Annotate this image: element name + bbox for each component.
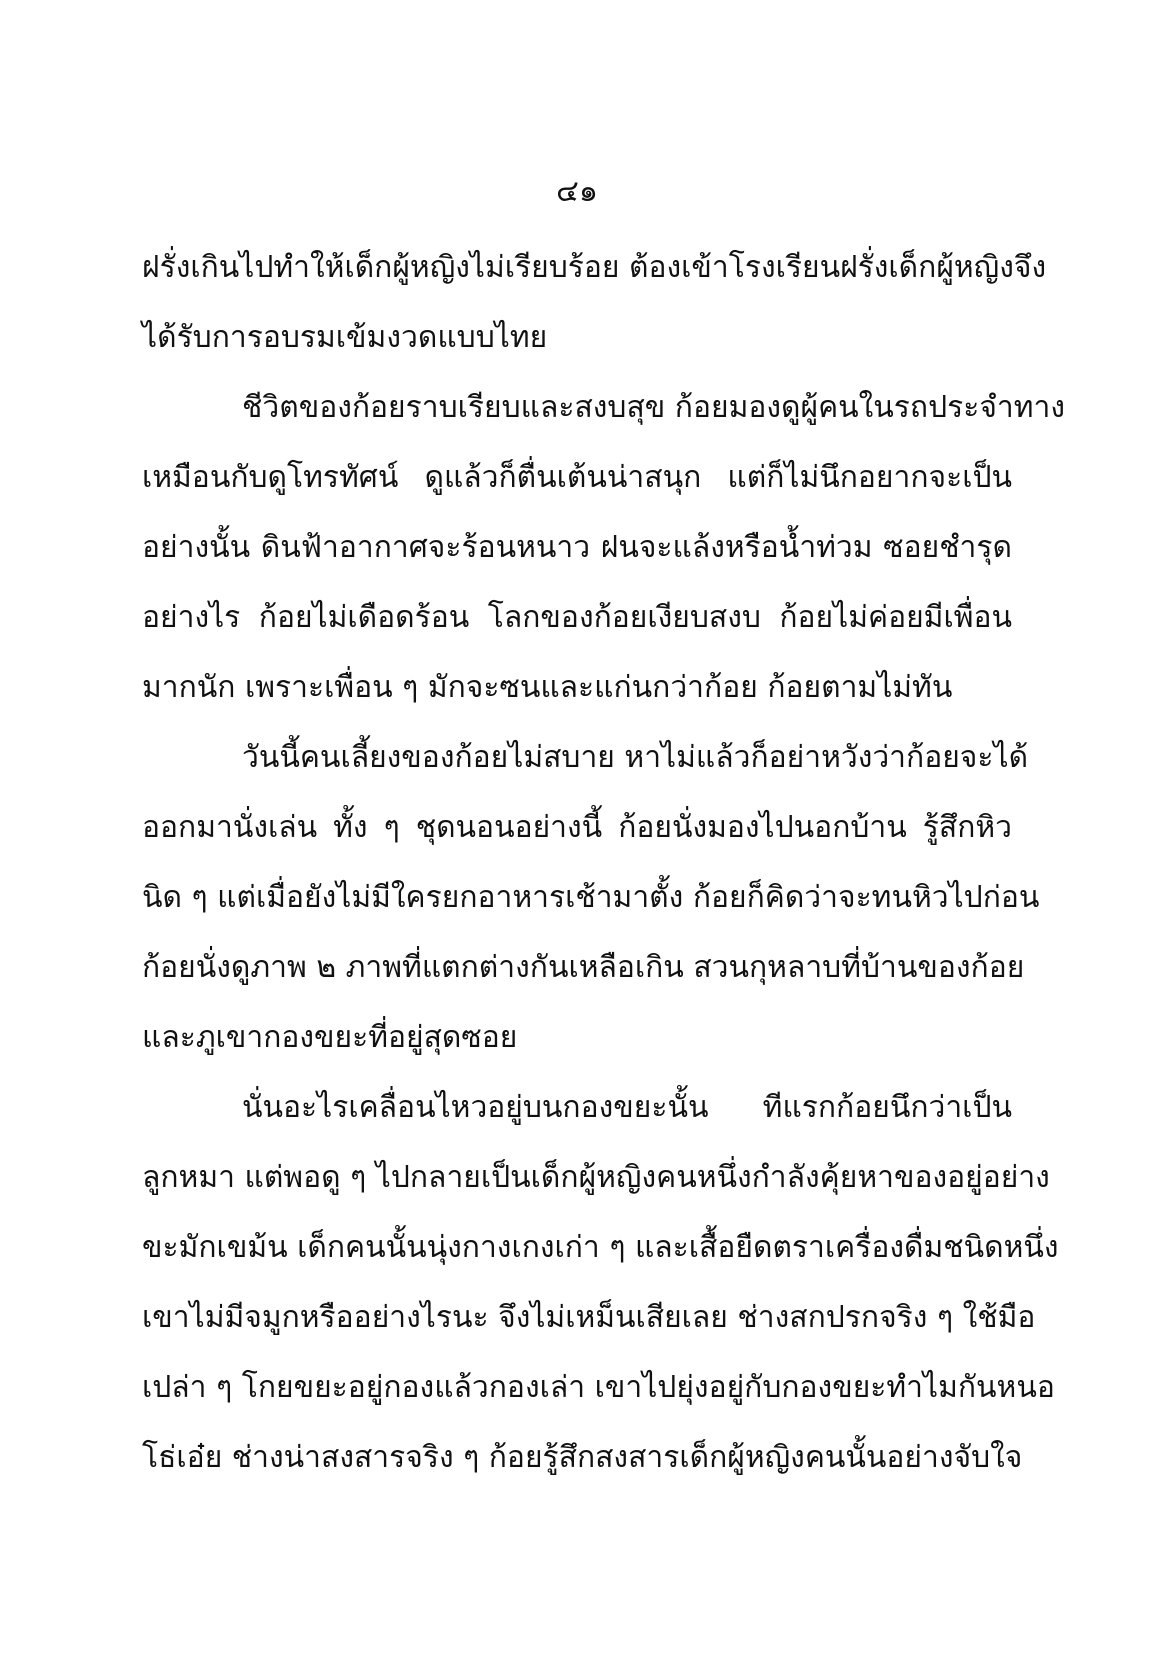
text-line: ได้รับการอบรมเข้มงวดแบบไทย xyxy=(142,320,548,355)
text-line: นิด ๆ แต่เมื่อยังไม่มีใครยกอาหารเช้ามาตั้ง ก้อยก็คิดว่าจะทนหิวไปก่อน xyxy=(142,880,1040,915)
text-line: นั่นอะไรเคลื่อนไหวอยู่บนกองขยะนั้น ทีแรกก้อยนึกว่าเป็น xyxy=(242,1090,1012,1125)
text-line: ขะมักเขม้น เด็กคนนั้นนุ่งกางเกงเก่า ๆ และเสื้อยืดตราเครื่องดื่มชนิดหนึ่ง xyxy=(142,1230,1059,1265)
text-line: และภูเขากองขยะที่อยู่สุดซอย xyxy=(142,1020,518,1055)
text-line: อย่างนั้น ดินฟ้าอากาศจะร้อนหนาว ฝนจะแล้งหรือน้ำท่วม ซอยชำรุด xyxy=(142,530,1012,565)
text-line: ลูกหมา แต่พอดู ๆ ไปกลายเป็นเด็กผู้หญิงคนหนึ่งกำลังคุ้ยหาของอยู่อย่าง xyxy=(142,1160,1050,1195)
text-line: ฝรั่งเกินไปทำให้เด็กผู้หญิงไม่เรียบร้อย ต้องเข้าโรงเรียนฝรั่งเด็กผู้หญิงจึง xyxy=(142,250,1047,285)
text-line: เขาไม่มีจมูกหรืออย่างไรนะ จึงไม่เหม็นเสียเลย ช่างสกปรกจริง ๆ ใช้มือ xyxy=(142,1300,1036,1335)
text-line: วันนี้คนเลี้ยงของก้อยไม่สบาย หาไม่แล้วก็อย่าหวังว่าก้อยจะได้ xyxy=(242,740,1029,775)
text-line: มากนัก เพราะเพื่อน ๆ มักจะซนและแก่นกว่าก้อย ก้อยตามไม่ทัน xyxy=(142,670,953,705)
body-text xyxy=(142,240,1066,1500)
text-line: ก้อยนั่งดูภาพ ๒ ภาพที่แตกต่างกันเหลือเกิน สวนกุหลาบที่บ้านของก้อย xyxy=(142,950,1025,985)
text-line: ออกมานั่งเล่น ทั้ง ๆ ชุดนอนอย่างนี้ ก้อยนั่งมองไปนอกบ้าน รู้สึกหิว xyxy=(142,810,1012,845)
text-line: ชีวิตของก้อยราบเรียบและสงบสุข ก้อยมองดูผู้คนในรถประจำทาง xyxy=(242,390,1066,425)
text-line: อย่างไร ก้อยไม่เดือดร้อน โลกของก้อยเงียบสงบ ก้อยไม่ค่อยมีเพื่อน xyxy=(142,600,1012,635)
page-number: ๔๑ xyxy=(556,174,598,209)
text-line: เหมือนกับดูโทรทัศน์ ดูแล้วก็ตื่นเต้นน่าสนุก แต่ก็ไม่นึกอยากจะเป็น xyxy=(142,460,1012,495)
text-line: เปล่า ๆ โกยขยะอยู่กองแล้วกองเล่า เขาไปยุ่งอยู่กับกองขยะทำไมกันหนอ xyxy=(142,1370,1055,1405)
text-line: โธ่เอ๋ย ช่างน่าสงสารจริง ๆ ก้อยรู้สึกสงสารเด็กผู้หญิงคนนั้นอย่างจับใจ xyxy=(142,1440,1023,1475)
